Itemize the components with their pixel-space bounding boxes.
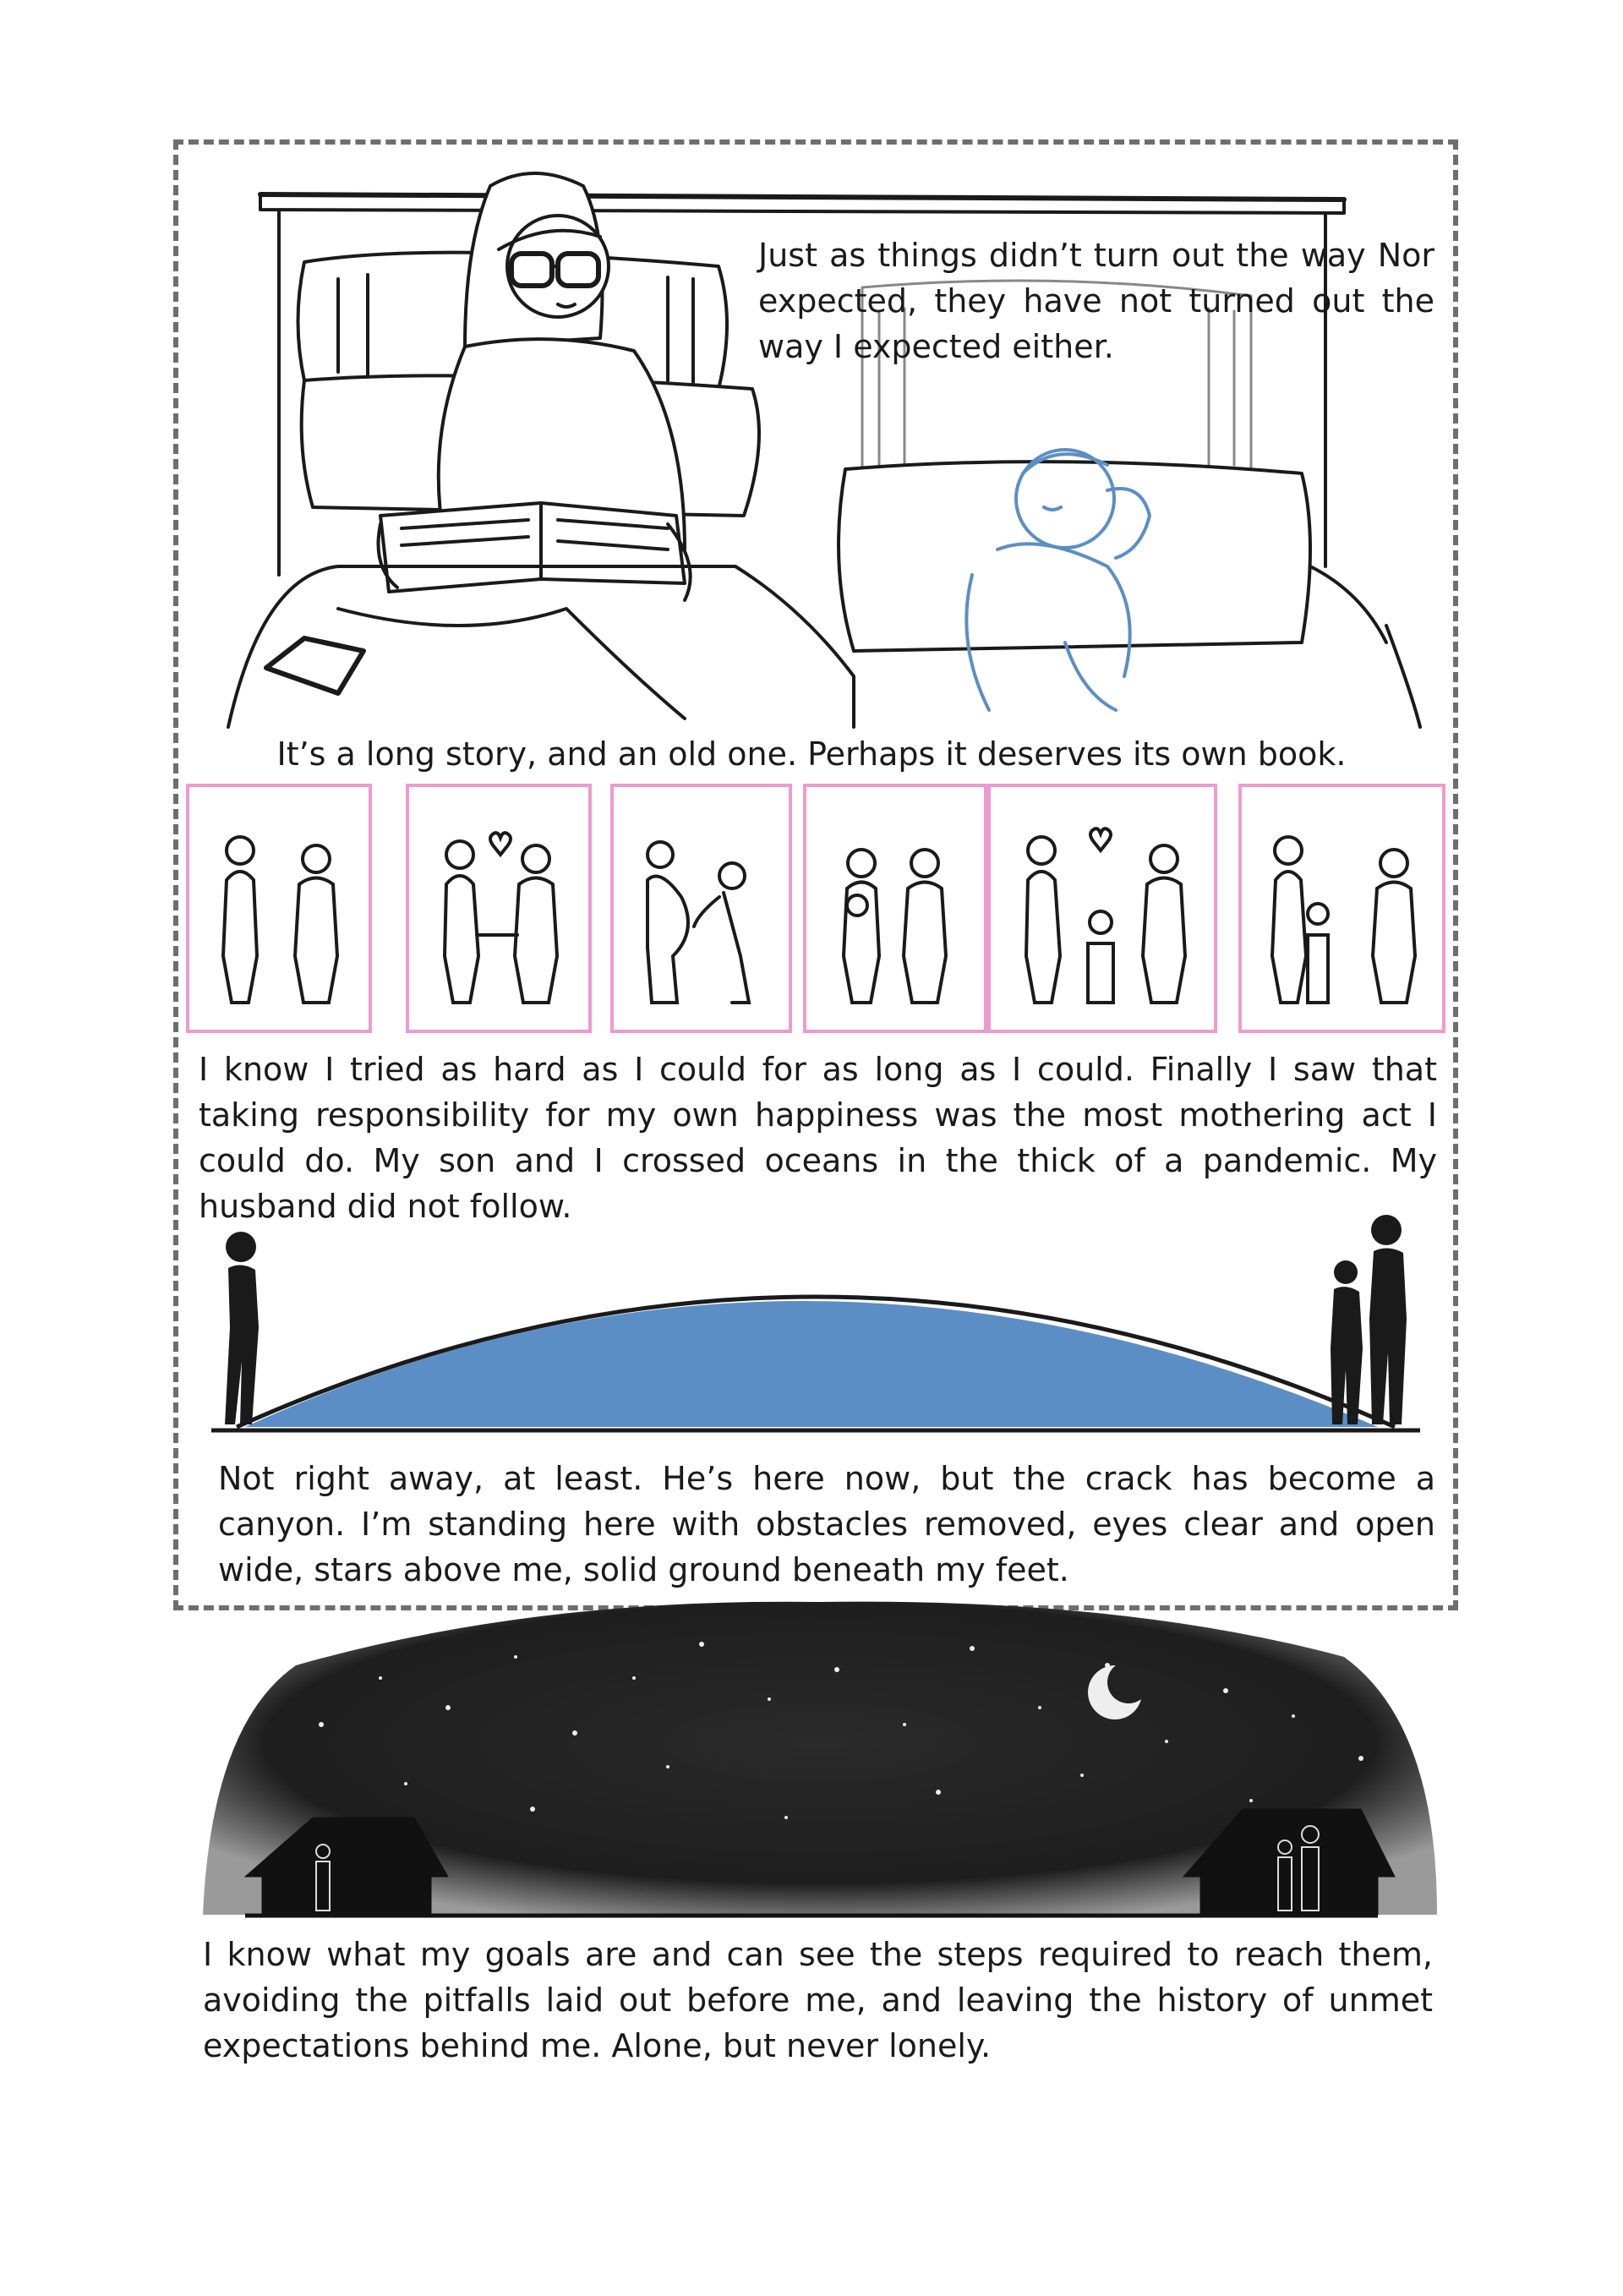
caption-3: I know I tried as hard as I could for as long as I could. Finally I saw that taking responsibility for my own happiness was the most mothering act I could do. My son and I crossed oceans in the thick of a pandemic. My husband did not follow.	[199, 1051, 1437, 1225]
night-sky-illustration	[194, 1598, 1445, 1927]
story-panel-3	[610, 784, 792, 1033]
story-panel-4	[803, 784, 987, 1033]
story-panel-1	[186, 784, 372, 1033]
pregnancy-figures	[614, 787, 789, 1030]
story-panel-2	[406, 784, 592, 1033]
story-panel-6	[1238, 784, 1445, 1033]
ocean-arc-illustration	[203, 1192, 1429, 1446]
caption-4: Not right away, at least. He’s here now, but the crack has become a canyon. I’m standing here with obstacles removed, eyes clear and open wide, stars above me, solid ground beneath my feet.	[218, 1460, 1435, 1588]
caption-1: Just as things didn’t turn out the way Nor expected, they have not turned out the way I expected either.	[758, 237, 1434, 365]
caption-2: It’s a long story, and an old one. Perhaps it deserves its own book.	[276, 735, 1347, 773]
couple-apart-figures	[189, 787, 369, 1030]
caption-5: I know what my goals are and can see the steps required to reach them, avoiding the pitfalls laid out before me, and leaving the history of unmet expectations behind me. Alone, but never lonely.	[203, 1936, 1433, 2064]
separation-figures	[1242, 787, 1442, 1030]
new-parents-figures	[806, 787, 984, 1030]
couple-in-love-figures	[409, 787, 588, 1030]
story-panel-5	[987, 784, 1217, 1033]
family-with-child-figures	[991, 787, 1214, 1030]
